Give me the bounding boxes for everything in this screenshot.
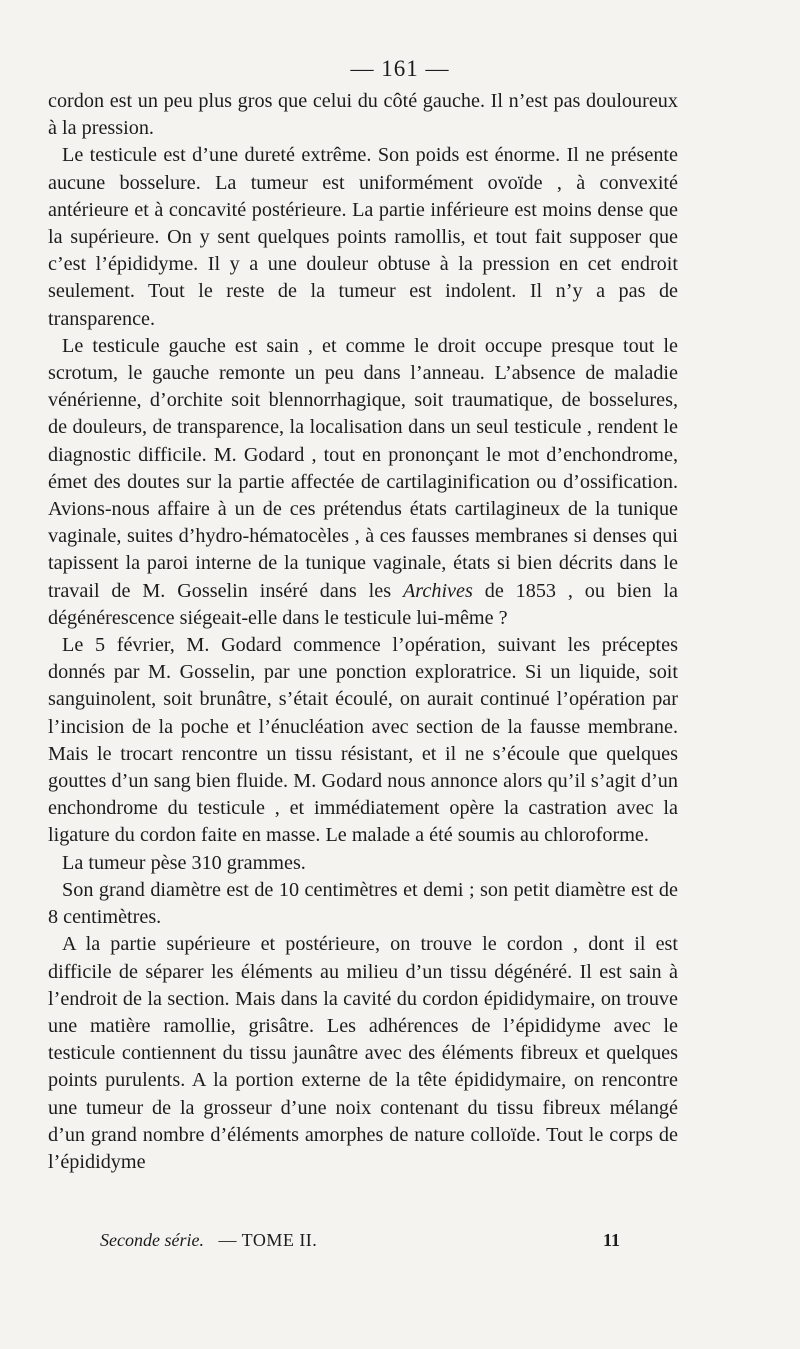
paragraph-operation: Le 5 février, M. Godard commence l’opération, suivant les préceptes donnés par M. Gosselin, par une ponction exploratrice. Si un liquide, soit sanguinolent, soit brunâtre, s’était écoulé, on aurait continué l’opération par l’incision de la poche et l’énucléation avec section de la fausse membrane. Mais le trocart rencontre un tissu résistant, et il ne s’écoule que quelques gouttes d’un sang bien fluide. M. Godard nous annonce alors qu’il s’agit d’un enchondrome du testicule , et immédiatement opère la castration avec la ligature du cordon faite en masse. Le malade a été soumis au chloroforme. — [48, 634, 678, 847]
paragraph-continuation: cordon est un peu plus gros que celui du côté gauche. Il n’est pas douloureux à la pression. — [48, 90, 678, 140]
footer-signature: 11 — [602, 1230, 620, 1250]
paragraph-diagnosis-tail: de 1853 , ou bien la dégénérescence siégeait-elle dans le testicule lui-même ? — [48, 579, 679, 629]
body-text — [48, 88, 678, 1176]
paragraph-tumor-diameter: Son grand diamètre est de 10 centimètres et demi ; son petit diamètre est de 8 centimètres. — [48, 878, 678, 929]
page-footer — [100, 1230, 620, 1251]
archives-title: Archives — [402, 579, 473, 602]
footer-series: Seconde série. — [100, 1230, 204, 1250]
page-number: — 161 — — [350, 56, 450, 81]
paragraph-diagnosis-text: Le testicule gauche est sain , et comme le droit occupe presque tout le scrotum, le gauche remonte un peu dans l’anneau. L’absence de maladie vénérienne, d’orchite soit blennorrhagique, soit traumatique, de bosselures, de douleurs, de transparence, la localisation dans un seul testicule , rendent le diagnostic difficile. M. Godard , tout en prononçant le mot d’enchondrome, émet des doutes sur la partie affectée de cartilaginification ou d’ossification. Avions-nous affaire à un de ces prétendus états cartilagineux de la tunique vaginale, suites d’hydro-hématocèles , à ces fausses membranes si denses qui tapissent la paroi interne de la tunique vaginale, états si bien décrits dans le travail de M. Gosselin inséré dans les — [48, 334, 678, 602]
paragraph-anatomy: A la partie supérieure et postérieure, on trouve le cordon , dont il est difficile de séparer les éléments au milieu d’un tissu dégénéré. Il est sain à l’endroit de la section. Mais dans la cavité du cordon épididymaire, on trouve une matière ramollie, grisâtre. Les adhérences de l’épididyme avec le testicule contiennent du tissu jaunâtre avec des éléments fibreux et quelques points purulents. A la portion externe de la tête épididymaire, on rencontre une tumeur de la grosseur d’une noix contenant du tissu fibreux mélangé d’un grand nombre d’éléments amorphes de nature colloïde. Tout le corps de l’épididyme — [48, 933, 678, 1173]
paragraph-testicle-description: Le testicule est d’une dureté extrême. Son poids est énorme. Il ne présente aucune bosselure. La tumeur est uniformément ovoïde , à convexité antérieure et à concavité postérieure. La partie inférieure est moins dense que la supérieure. On y sent quelques points ramollis, et tout fait supposer que c’est l’épididyme. Il y a une douleur obtuse à la pression en cet endroit seulement. Tout le reste de la tumeur est indolent. Il n’y a pas de transparence. — [48, 144, 678, 330]
paragraph-tumor-weight: La tumeur pèse 310 grammes. — [62, 851, 306, 874]
footer-tome: — TOME II. — [218, 1230, 318, 1250]
paragraph-diagnosis — [48, 333, 678, 632]
